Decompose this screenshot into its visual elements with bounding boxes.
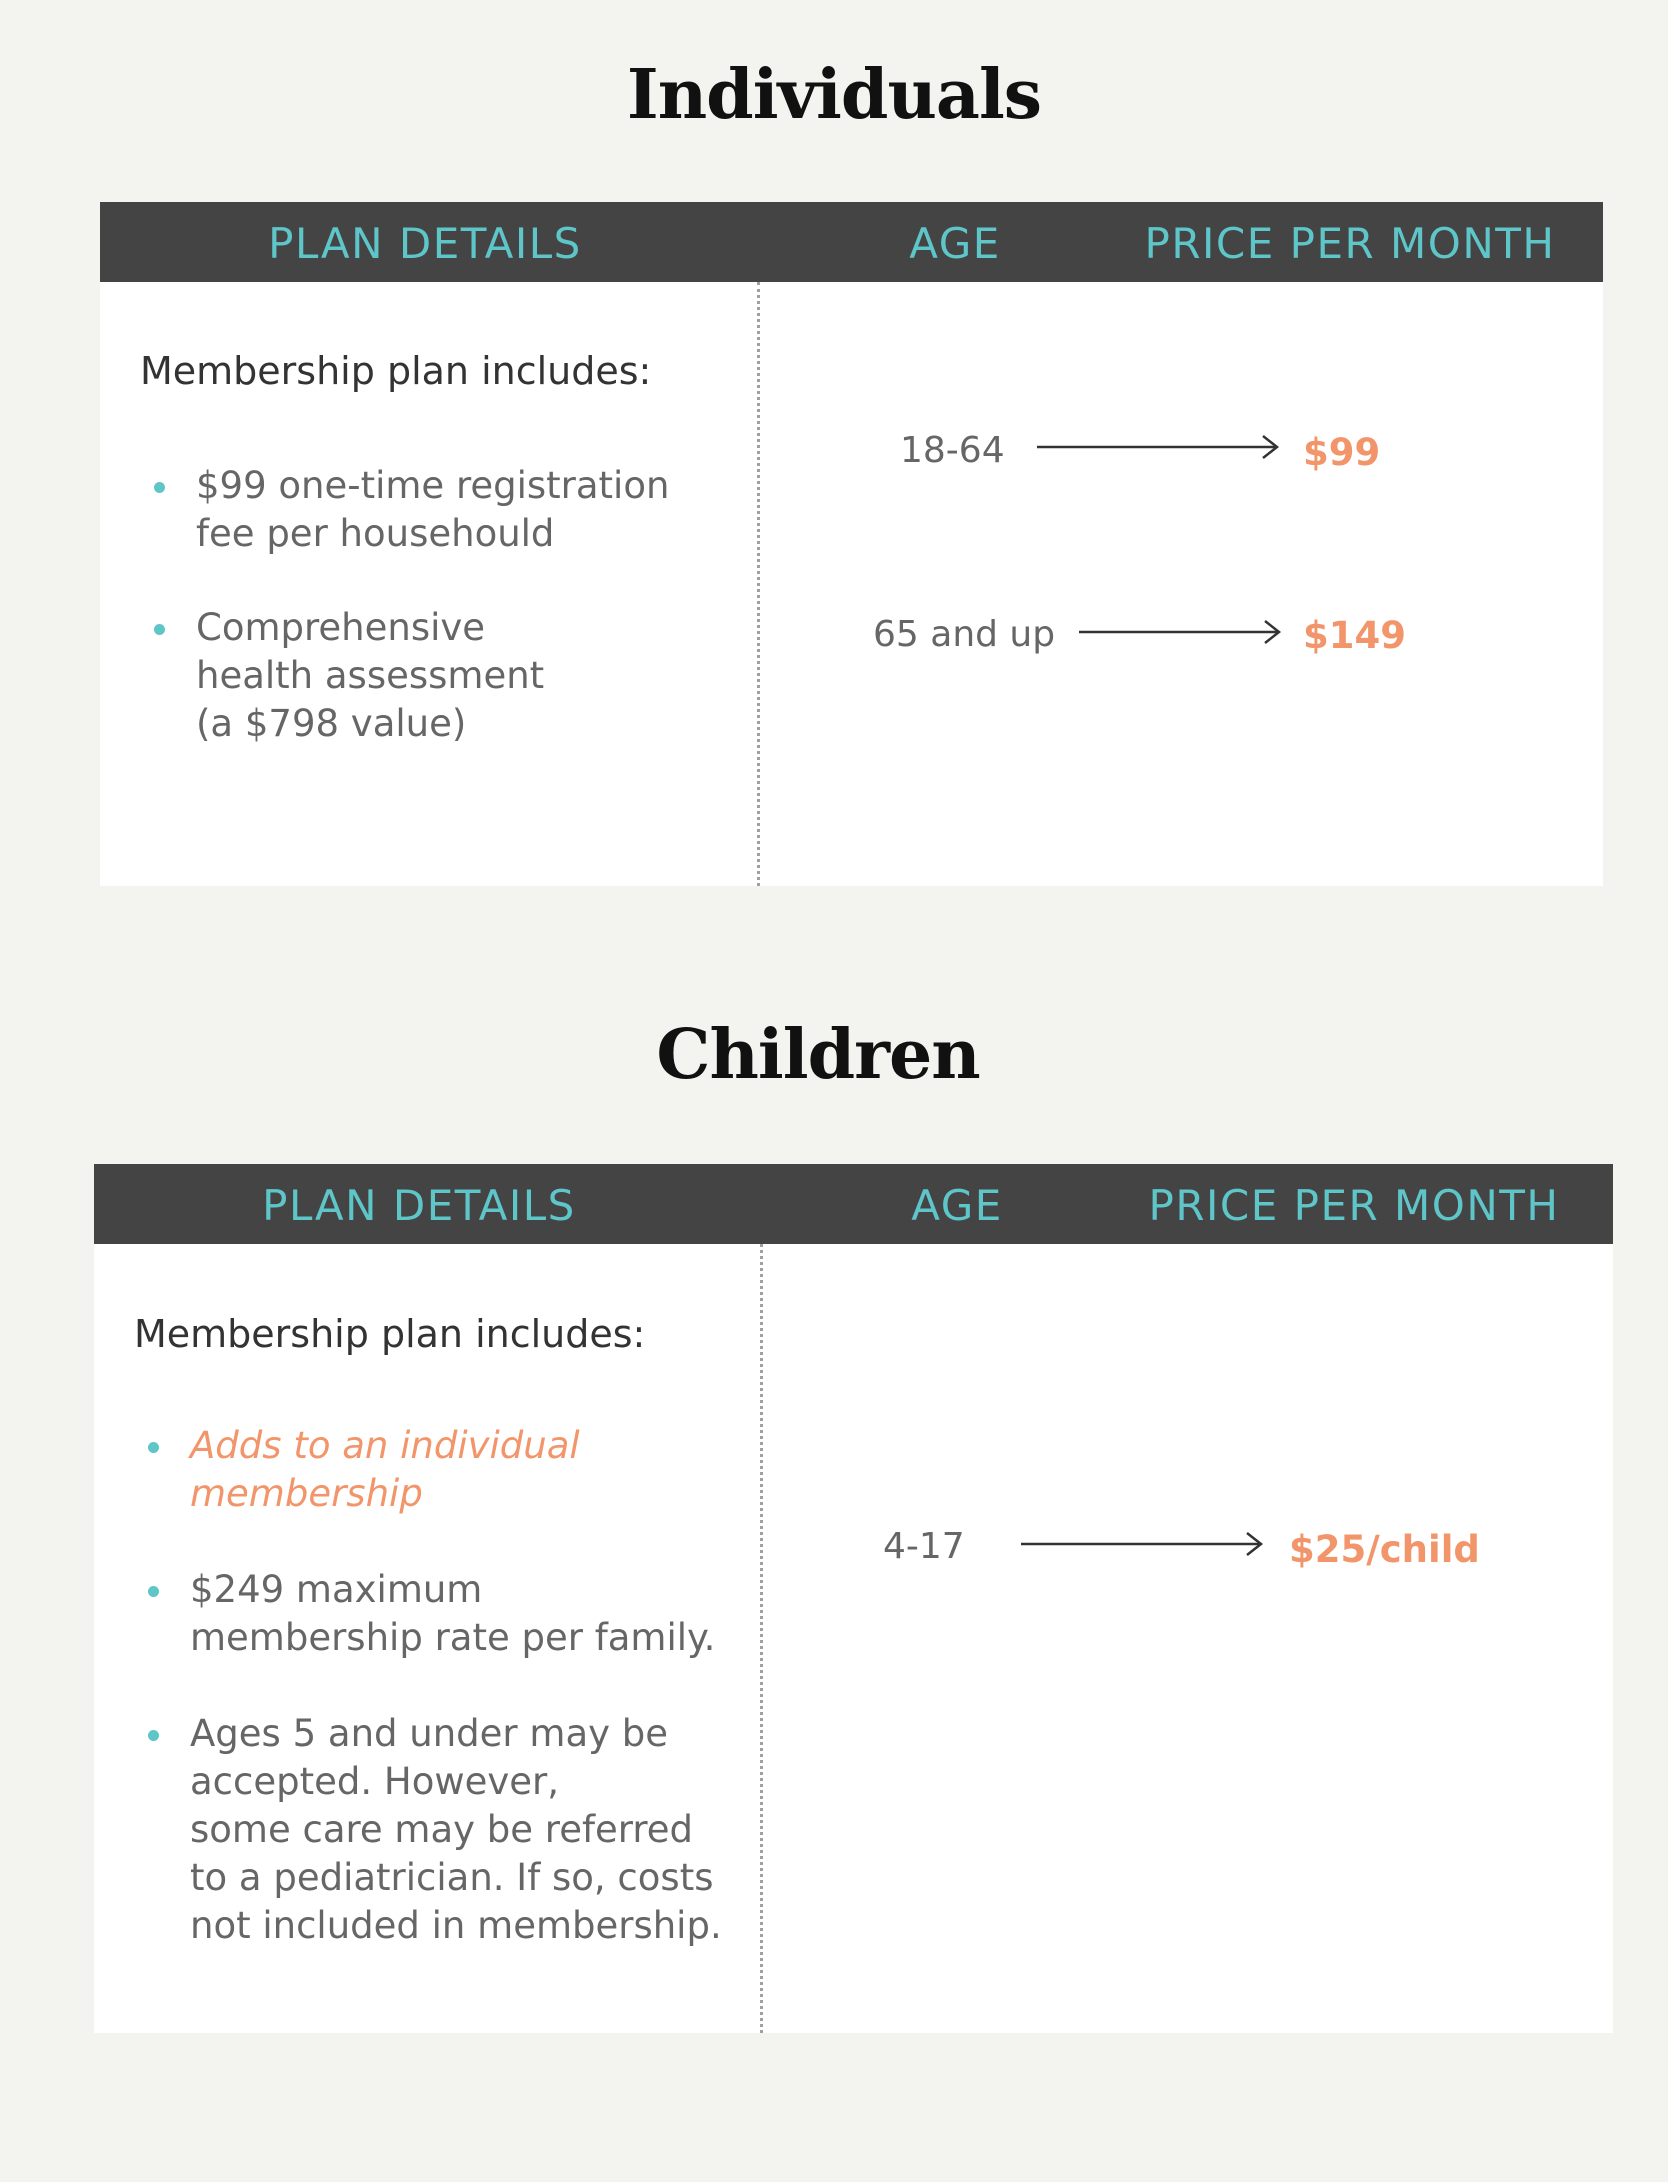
bullet-line: Adds to an individual <box>190 1424 580 1467</box>
list-item <box>142 1566 770 1662</box>
bullet-line: Comprehensive <box>196 606 486 649</box>
bullet-line: (a $798 value) <box>196 702 467 745</box>
age-range: 4-17 <box>883 1526 965 1567</box>
header-price-per-month: PRICE PER MONTH <box>1144 219 1556 268</box>
individuals-plan-table <box>100 202 1603 886</box>
bullet-dot-icon <box>148 1730 159 1741</box>
arrow-right-icon <box>1035 432 1285 462</box>
price-value: $99 <box>1303 431 1381 474</box>
bullet-line: membership rate per family. <box>190 1616 716 1659</box>
bullet-dot-icon <box>148 1442 159 1453</box>
list-item <box>148 604 756 748</box>
header-age: AGE <box>909 219 1001 268</box>
list-item <box>142 1422 770 1518</box>
list-item <box>148 462 756 558</box>
arrow-right-icon <box>1077 617 1287 647</box>
individuals-title: Individuals <box>626 55 1042 135</box>
bullet-line: to a pediatrician. If so, costs <box>190 1856 714 1899</box>
children-plan-table <box>94 1164 1613 2033</box>
arrow-right-icon <box>1019 1529 1269 1559</box>
bullet-dot-icon <box>154 624 165 635</box>
bullet-line: accepted. However, <box>190 1760 560 1803</box>
table-header <box>100 202 1603 282</box>
header-plan-details: PLAN DETAILS <box>268 219 582 268</box>
age-range: 65 and up <box>873 614 1056 655</box>
bullet-line: not included in membership. <box>190 1904 722 1947</box>
bullet-line: $99 one-time registration <box>196 464 670 507</box>
age-range: 18-64 <box>900 430 1005 471</box>
bullet-line: Ages 5 and under may be <box>190 1712 669 1755</box>
header-plan-details: PLAN DETAILS <box>262 1181 576 1230</box>
price-value: $25/child <box>1289 1528 1480 1571</box>
bullet-line: membership <box>190 1472 423 1515</box>
header-age: AGE <box>911 1181 1003 1230</box>
bullet-dot-icon <box>154 482 165 493</box>
column-divider <box>757 282 760 886</box>
bullet-dot-icon <box>148 1586 159 1597</box>
header-price-per-month: PRICE PER MONTH <box>1148 1181 1560 1230</box>
includes-title: Membership plan includes: <box>134 1312 646 1356</box>
bullet-line: $249 maximum <box>190 1568 483 1611</box>
list-item <box>142 1710 770 1950</box>
bullet-line: health assessment <box>196 654 545 697</box>
children-title: Children <box>656 1015 980 1095</box>
bullet-line: fee per househould <box>196 512 555 555</box>
bullet-line: some care may be referred <box>190 1808 693 1851</box>
includes-title: Membership plan includes: <box>140 349 652 393</box>
table-header <box>94 1164 1613 1244</box>
price-value: $149 <box>1303 614 1406 657</box>
